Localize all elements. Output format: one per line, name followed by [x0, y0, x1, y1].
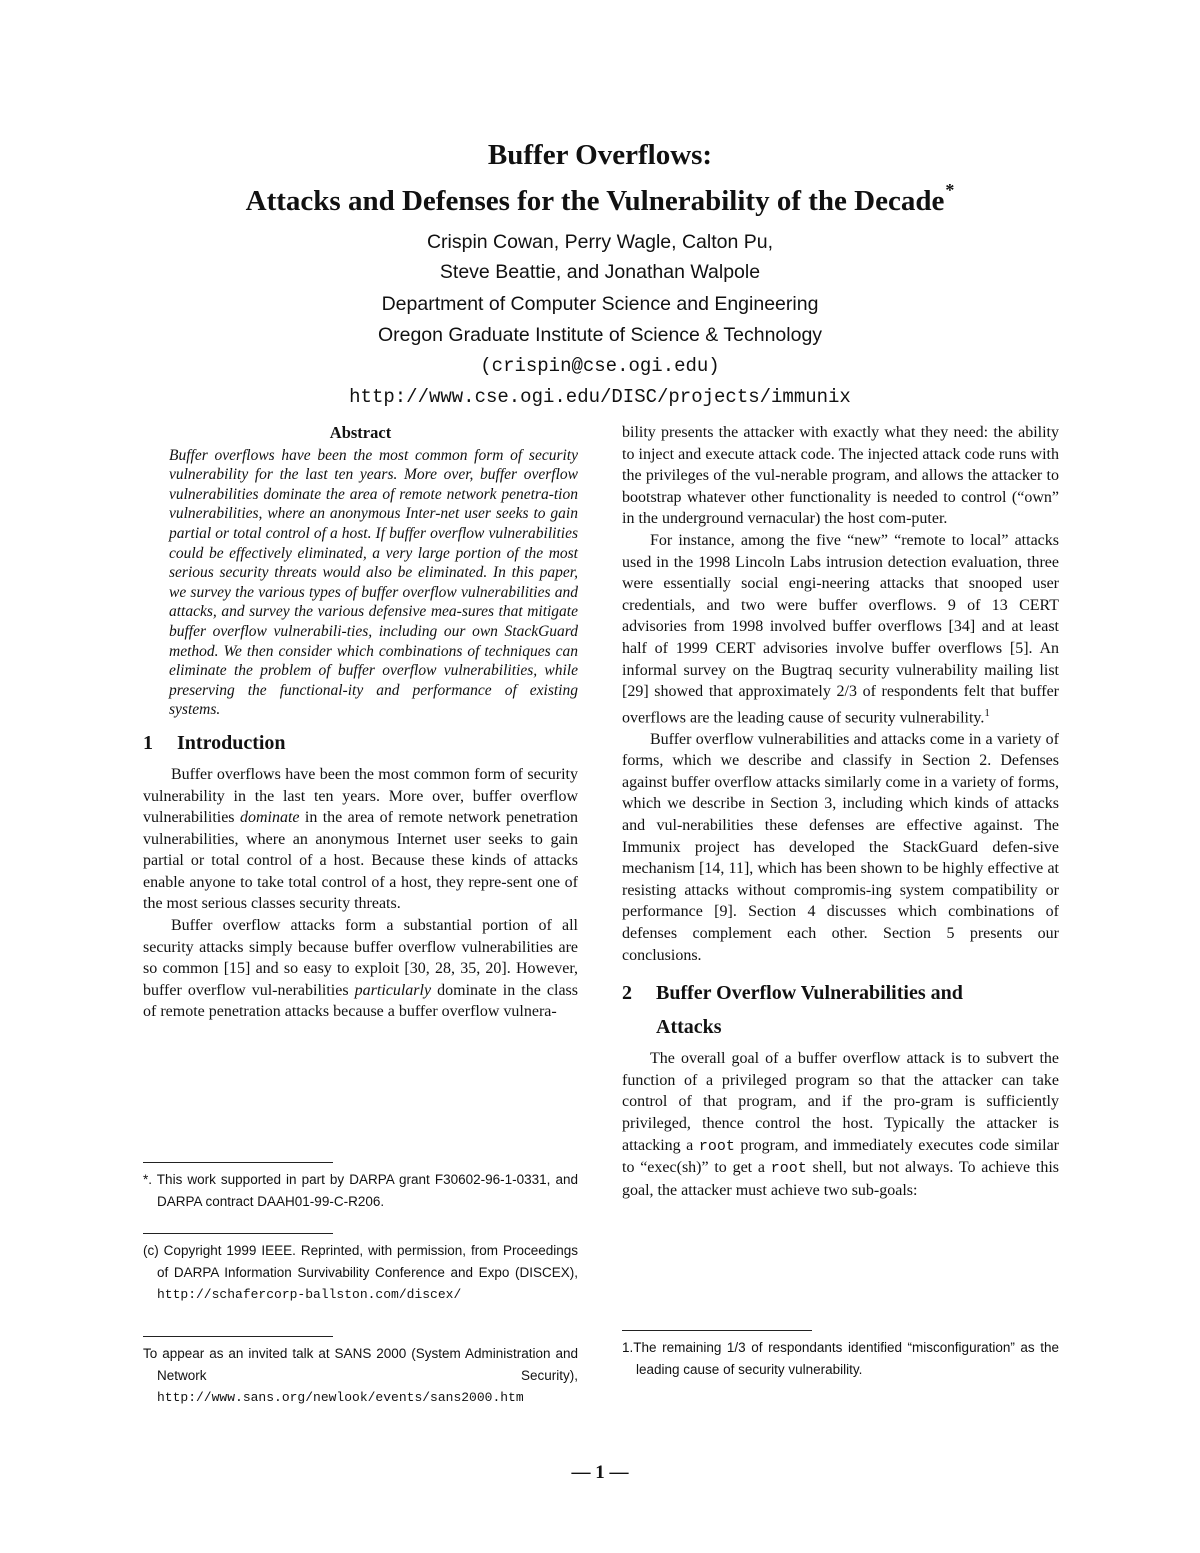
authors-line1: Crispin Cowan, Perry Wagle, Calton Pu, — [426, 231, 774, 253]
copyright-text — [143, 1240, 578, 1306]
section-title: Introduction — [177, 731, 286, 754]
text-run: in the area of remote network penetration vulnerabilities, where an anonymous Internet user seeks to gain partial or total control of a host. Because these kinds of attacks enable anyone to take total control of a host, they repre-sent one of the most serious classes security threats. — [143, 809, 579, 913]
copyright-link[interactable]: http://schafercorp-ballston.com/discex/ — [157, 1287, 462, 1302]
intro-paragraph-2 — [143, 915, 578, 1023]
footnote-rule — [143, 1336, 333, 1337]
institution: Oregon Graduate Institute of Science & Technology — [377, 324, 823, 346]
abstract-heading: Abstract — [329, 423, 392, 442]
authors-line2: Steve Beattie, and Jonathan Walpole — [439, 261, 761, 283]
sans-text — [143, 1343, 578, 1409]
text-run: Buffer overflows have been the most common form of security vulnerability in the last ten years. More over, buffer overflow vulnerabilities — [143, 765, 578, 827]
project-url: http://www.cse.ogi.edu/DISC/projects/immunix — [349, 386, 851, 408]
section-title: Buffer Overflow Vulnerabilities and — [656, 982, 963, 1005]
text-run: Buffer overflow attacks form a substantial portion of all security attacks simply because buffer overflow vulnerabilities are so common [15] and so easy to exploit [30, 28, 35, 20]. However, buffer overflow vul-nerabilities — [143, 917, 578, 999]
footnote-copyright — [143, 1225, 578, 1306]
author-email: (crispin@cse.ogi.edu) — [480, 355, 720, 377]
footnote-funding — [143, 1154, 578, 1212]
page-number: — 1 — — [571, 1462, 629, 1483]
code-root: root — [770, 1160, 807, 1178]
sans-link[interactable]: http://www.sans.org/newlook/events/sans2000.htm — [157, 1390, 524, 1405]
text-run: program, and immediately executes code similar to “exec(sh)” to get a — [622, 1136, 1060, 1177]
code-root: root — [698, 1137, 735, 1155]
text-run: shell, but not always. To achieve this goal, the attacker must achieve two sub-goals: — [622, 1159, 1060, 1199]
right-paragraph-1: bility presents the attacker with exactly what they need: the ability to inject and execute attack code. The injected attack code runs with the privileges of the vul-nerable program, and allows the attacker to bootstrap whatever other functionality is needed to control (“own” in the underground vernacular) the host com-puter. — [622, 424, 1059, 528]
emphasis: dominate — [239, 809, 300, 827]
text-run: To appear as an invited talk at SANS 2000 (System Administration and Network Security), — [143, 1346, 578, 1383]
funding-text: *. This work supported in part by DARPA grant F30602-96-1-0331, and DARPA contract DAAH01-99-C-R206. — [143, 1172, 578, 1209]
text-run: dominate in the class of remote penetration attacks because a buffer overflow vulnera- — [143, 981, 578, 1021]
footnote-sans — [143, 1328, 578, 1409]
paper-subtitle: Attacks and Defenses for the Vulnerability of the Decade — [245, 185, 945, 217]
right-paragraph-3: Buffer overflow vulnerabilities and attacks come in a variety of forms, which we describe and classify in Section 2. Defenses against buffer overflow attacks similarly come in a variety of forms, which we describe in Section 3, including which kinds of attacks and vul-nerabilities these defenses are effective against. The Immunix project has developed the StackGuard defen-sive mechanism [14, 11], which has been shown to be highly effective at resisting attacks without compromis-ing system compatibility or performance [9]. Section 4 discusses which combinations of defenses complement each other. Section 5 presents our conclusions. — [622, 730, 1059, 964]
section-2-heading — [622, 980, 1059, 1040]
section-number: 2 — [622, 982, 632, 1005]
emphasis: particularly — [354, 981, 432, 999]
text-run: (c) Copyright 1999 IEEE. Reprinted, with permission, from Proceedings of DARPA Information Survivability Conference and Expo (DISCEX), — [143, 1243, 578, 1280]
right-paragraph-2 — [622, 530, 1059, 729]
footnote-rule — [622, 1330, 812, 1331]
paper-title-line1: Buffer Overflows: — [487, 139, 713, 171]
abstract-text: Buffer overflows have been the most common form of security vulnerability for the last ten years. More over, buffer overflow vulnerabilities dominate the area of remote network penetra-tion vulnerabilities, where an anonymous Inter-net user seeks to gain partial or total control of a host. If buffer overflow vulnerabilities could be effectively eliminated, a very large portion of the most serious security threats would also be eliminated. In this paper, we survey the various types of buffer overflow vulnerabilities and attacks, and survey the various defensive mea-sures that mitigate buffer overflow vulnerabili-ties, including our own StackGuard method. We then consider which combinations of techniques can eliminate the problem of buffer overflow vulnerabilities, while preserving the functional-ity and performance of existing systems. — [169, 446, 578, 719]
section-title-line2: Attacks — [656, 1016, 722, 1039]
section-1-heading — [143, 730, 578, 756]
paper-title-line2 — [0, 180, 1200, 218]
footnote-rule — [143, 1233, 333, 1234]
intro-paragraph-1 — [143, 764, 578, 915]
footnote-mark: 1 — [984, 706, 990, 719]
footnote-respondents — [622, 1330, 1059, 1380]
footnote-rule — [143, 1162, 333, 1163]
department: Department of Computer Science and Engineering — [381, 293, 819, 315]
respondents-text: 1.The remaining 1/3 of respondants identified “misconfiguration” as the leading cause of security vulnerability. — [622, 1340, 1059, 1377]
left-column — [143, 422, 578, 1023]
title-footnote-mark: * — [945, 180, 955, 200]
section-number: 1 — [143, 731, 153, 754]
section-2-paragraph — [622, 1048, 1059, 1201]
text-run: For instance, among the five “new” “remote to local” attacks used in the 1998 Lincoln Labs intrusion detection evaluation, three were essentially social engi-neering attacks that snooped user credentials, and two were buffer overflows. 9 of 13 CERT advisories from 1998 involved buffer overflows [34] and at least half of 1999 CERT advisories involve buffer overflows [5]. An informal survey on the Bugtraq security vulnerability mailing list [29] showed that approximately 2/3 of respondents felt that buffer overflows are the leading cause of security vulnerability. — [622, 531, 1059, 727]
right-column — [622, 422, 1059, 1201]
text-run: The overall goal of a buffer overflow attack is to subvert the function of a privileged program so that the attacker can take control of that program, and if the pro-gram is sufficiently privileged, thence control the host. Typically the attacker is attacking a — [622, 1050, 1059, 1154]
